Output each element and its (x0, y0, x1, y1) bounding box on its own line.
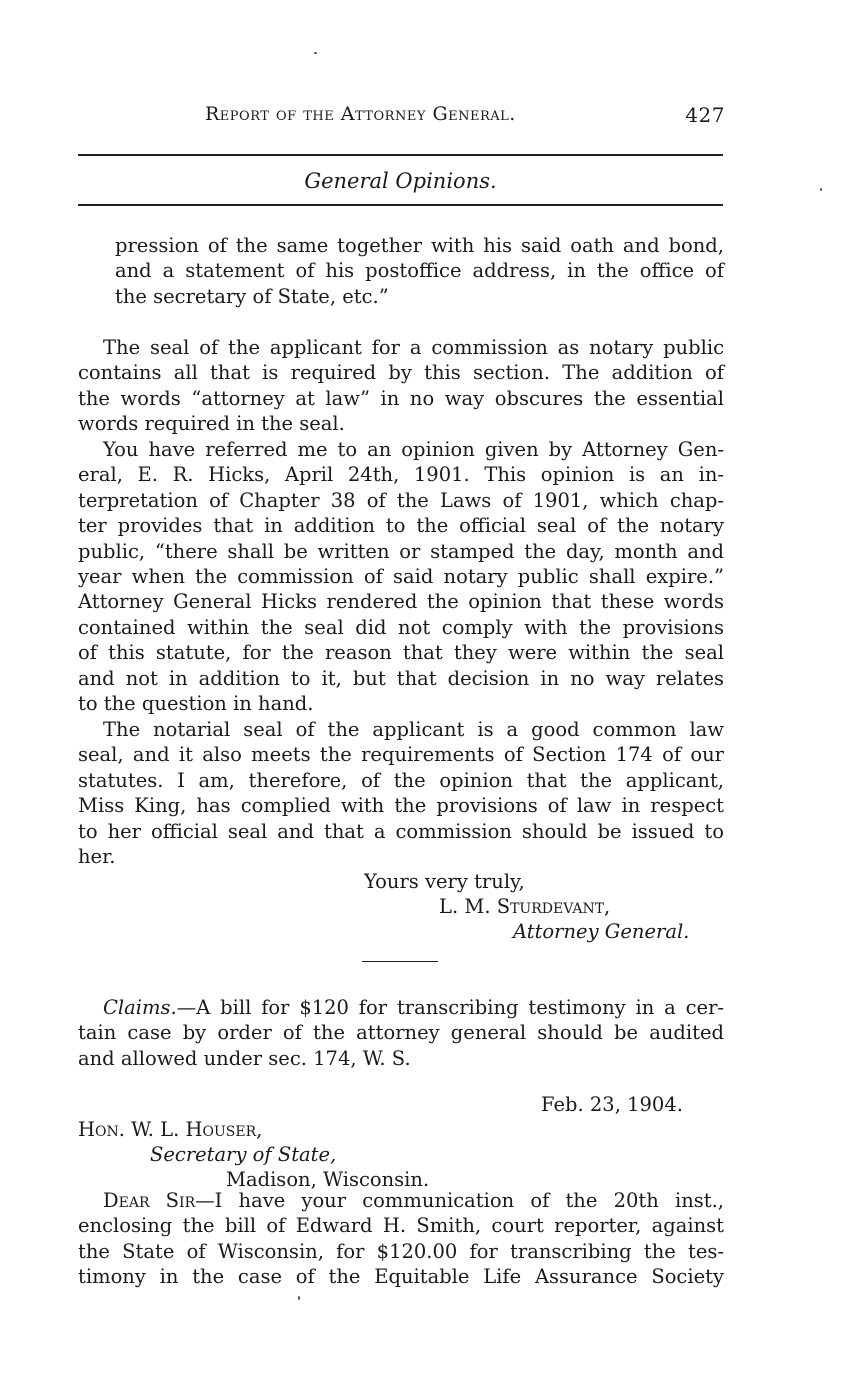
paragraph-line: the words “attorney at law” in no way obscures the essential (78, 386, 724, 410)
paragraph-line: The seal of the applicant for a commission as notary public (103, 336, 724, 359)
letter-line (78, 1188, 724, 1213)
addressee-place: Madison, Wisconsin. (226, 1168, 430, 1191)
claims-heading: Claims. (103, 996, 177, 1019)
letter-text: —I have your communication of the 20th inst., (195, 1189, 724, 1212)
quoted-statute (115, 233, 724, 309)
letter-body (78, 1188, 724, 1290)
paragraph-line: to the question in hand. (78, 692, 314, 716)
paragraph-line: statutes. I am, therefore, of the opinion that the applicant, (78, 768, 724, 792)
headnote-line: tain case by order of the attorney general should be audited (78, 1021, 724, 1045)
paragraph-line: terpretation of Chapter 38 of the Laws of 1901, which chap- (78, 488, 724, 512)
signatory-title: Attorney General. (513, 920, 690, 943)
paragraph-line: You have referred me to an opinion given by Attorney Gen- (103, 438, 724, 461)
addressee-name (78, 1118, 262, 1141)
print-speck (314, 52, 317, 54)
signatory-name: L. M. Sturdevant, (439, 895, 611, 918)
page-number: 427 (685, 103, 725, 127)
letter-line: timony in the case of the Equitable Life Assurance Society (78, 1265, 724, 1289)
paragraph-line: ter provides that in addition to the official seal of the notary (78, 514, 724, 538)
running-header-title: Report of the Attorney General. (205, 103, 516, 125)
addressee-title: Secretary of State, (150, 1143, 337, 1166)
section-title: General Opinions. (304, 169, 497, 193)
paragraph-line: her. (78, 845, 116, 869)
paragraph-seal-requirements (78, 335, 724, 437)
paragraph-line: to her official seal and that a commission should be issued to (78, 819, 724, 843)
headnote-line: and allowed under sec. 174, W. S. (78, 1046, 411, 1070)
paragraph-line: contained within the seal did not comply with the provisions (78, 615, 724, 639)
paragraph-line: Attorney General Hicks rendered the opinion that these words (78, 590, 724, 614)
header-rule-top (78, 154, 723, 156)
closing-salutation: Yours very truly, (364, 870, 525, 893)
addressee-prefix: Hon. (78, 1118, 125, 1141)
print-speck (298, 1296, 300, 1300)
paragraph-line: and not in addition to it, but that decision in no way relates (78, 666, 724, 690)
letter-date: Feb. 23, 1904. (541, 1093, 683, 1116)
paragraph-line: public, “there shall be written or stamped the day, month and (78, 539, 724, 563)
letter-line: the State of Wisconsin, for $120.00 for transcribing the tes- (78, 1239, 724, 1263)
quote-line: and a statement of his postoffice address, in the office of (115, 259, 724, 283)
header-rule-bottom (78, 204, 723, 206)
paragraph-line: words required in the seal. (78, 412, 345, 436)
section-divider (362, 961, 438, 962)
claims-headnote (78, 995, 724, 1071)
headnote-line (78, 995, 724, 1020)
paragraph-hicks-opinion (78, 437, 724, 716)
print-speck (820, 188, 822, 191)
addressee-name-text: W. L. Houser, (131, 1118, 263, 1141)
letter-line: enclosing the bill of Edward H. Smith, court reporter, against (78, 1214, 724, 1238)
paragraph-line: eral, E. R. Hicks, April 24th, 1901. This opinion is an in- (78, 463, 724, 487)
letter-salutation: Dear Sir (103, 1189, 196, 1212)
headnote-text: —A bill for $120 for transcribing testimony in a cer- (176, 996, 724, 1019)
paragraph-line: year when the commission of said notary public shall expire.” (78, 565, 724, 589)
quote-line: pression of the same together with his said oath and bond, (115, 234, 724, 257)
paragraph-line: seal, and it also meets the requirements of Section 174 of our (78, 743, 724, 767)
paragraph-line: Miss King, has complied with the provisions of law in respect (78, 794, 724, 818)
paragraph-line: contains all that is required by this section. The addition of (78, 361, 724, 385)
quote-line: the secretary of State, etc.” (115, 284, 389, 308)
paragraph-line: of this statute, for the reason that they were within the seal (78, 641, 724, 665)
paragraph-line: The notarial seal of the applicant is a good common law (103, 718, 724, 741)
paragraph-notarial-seal (78, 717, 724, 869)
